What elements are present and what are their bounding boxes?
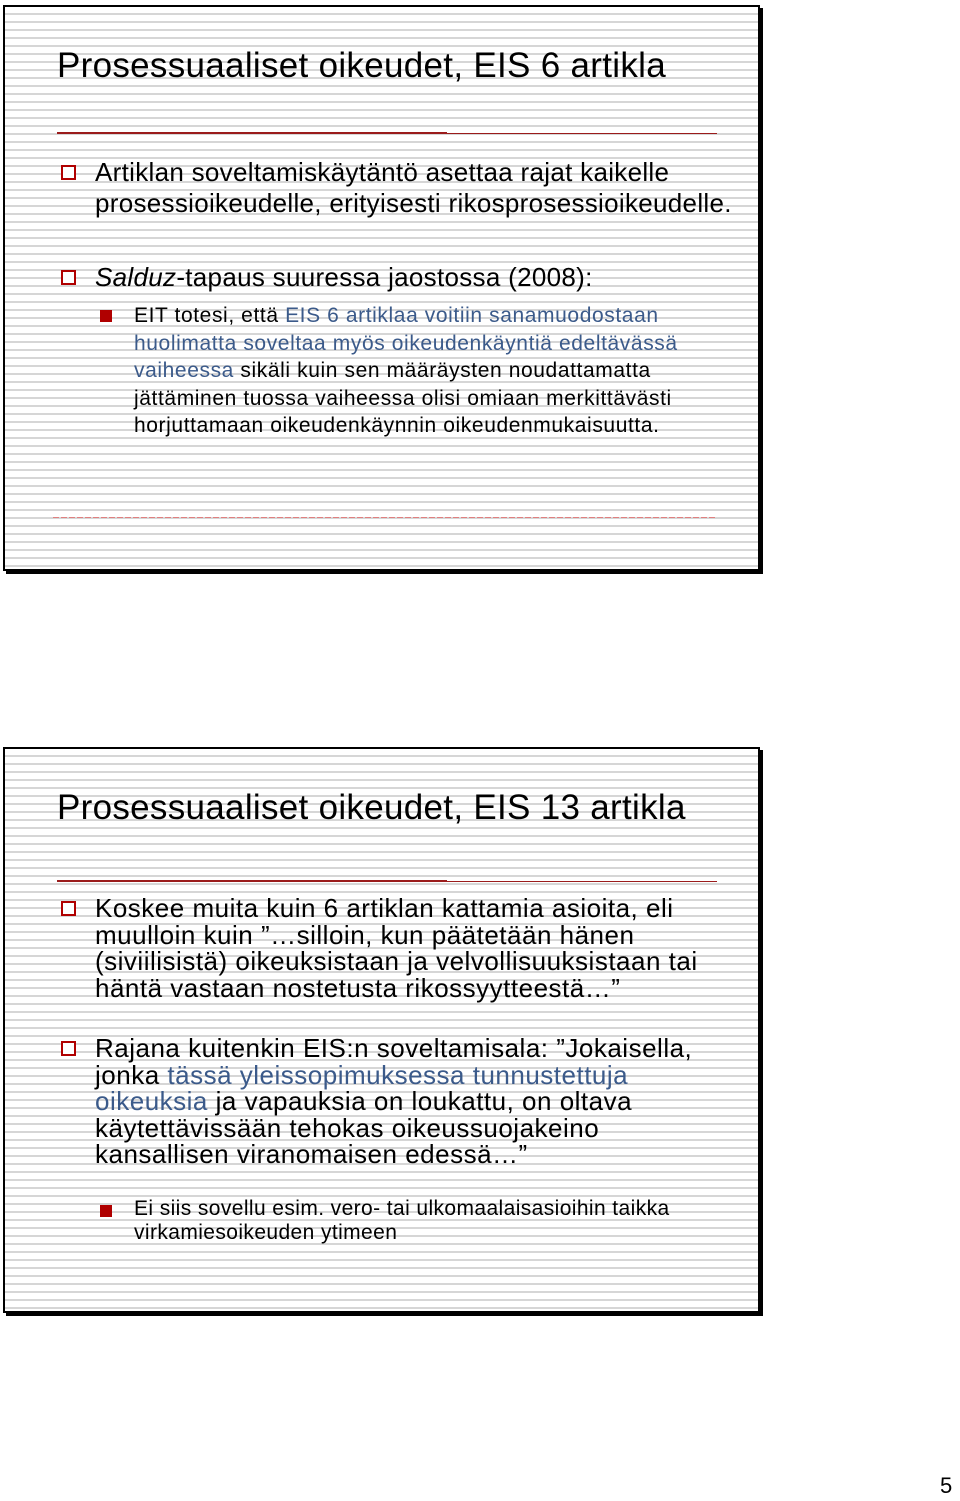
title-underline <box>57 880 447 882</box>
slide-2-bullet-2-end: ja vapauksia on loukattu, on oltava käytettävissään tehokas oikeussuojakeino kansallisen viranomaisen edessä…” <box>95 1086 633 1169</box>
title-underline <box>57 132 447 134</box>
filled-square-bullet-icon <box>100 1205 112 1217</box>
slide-1-bullet-2-text: -tapaus suuressa jaostossa (2008): <box>176 262 593 292</box>
page-number: 5 <box>940 1473 953 1498</box>
slide-2-bullet-2-hyperlink-text[interactable]: tässä yleissopimuksessa tunnustettuja oikeuksia <box>95 1059 629 1116</box>
slide-footer-rule <box>53 517 715 518</box>
sub-bullet-text-start: EIT totesi, että <box>134 304 286 327</box>
slide-1-bullet-2 <box>95 262 735 293</box>
case-name-italic: Salduz <box>95 262 177 292</box>
slide-1 <box>3 5 760 571</box>
title-underline-thin <box>447 881 717 882</box>
slide-2-bullet-2 <box>95 1035 735 1168</box>
slide-1-sub-bullet <box>134 302 734 440</box>
slide-1-bullet-1: Artiklan soveltamiskäytäntö asettaa rajat kaikelle prosessioikeudelle, erityisesti rikosprosessioikeudelle. <box>95 157 732 218</box>
slide-2-sub-bullet: Ei siis sovellu esim. vero- tai ulkomaalaisasioihin taikka virkamiesoikeuden ytimeen <box>134 1197 670 1244</box>
slide-2-title: Prosessuaaliset oikeudet, EIS 13 artikla <box>57 788 686 827</box>
title-underline-thin <box>447 133 717 134</box>
hollow-square-bullet-icon <box>61 165 76 180</box>
sub-bullet-hyperlink-text[interactable]: EIS 6 artiklaa voitiin sanamuodostaan huolimatta soveltaa myös oikeudenkäyntiä edeltävässä vaiheessa <box>134 304 678 382</box>
slide-2 <box>3 747 760 1313</box>
slide-2-bullet-1: Koskee muita kuin 6 artiklan kattamia asioita, eli muulloin kuin ”…silloin, kun päätetään hänen (siviilisistä) oikeuksistaan ja velvollisuuksistaan tai häntä vastaan nostetusta rikossyytteestä…” <box>95 893 698 1003</box>
slide-1-title: Prosessuaaliset oikeudet, EIS 6 artikla <box>57 46 666 85</box>
hollow-square-bullet-icon <box>61 901 76 916</box>
hollow-square-bullet-icon <box>61 270 76 285</box>
sub-bullet-text-end: sikäli kuin sen määräysten noudattamatta jättäminen tuossa vaiheessa olisi omiaan merkittävästi horjuttamaan oikeudenkäynnin oikeudenmukaisuutta. <box>134 359 672 437</box>
hollow-square-bullet-icon <box>61 1041 76 1056</box>
slide-2-bullet-2-start: Rajana kuitenkin EIS:n soveltamisala: ”Jokaisella, jonka <box>95 1033 693 1090</box>
filled-square-bullet-icon <box>100 310 112 322</box>
